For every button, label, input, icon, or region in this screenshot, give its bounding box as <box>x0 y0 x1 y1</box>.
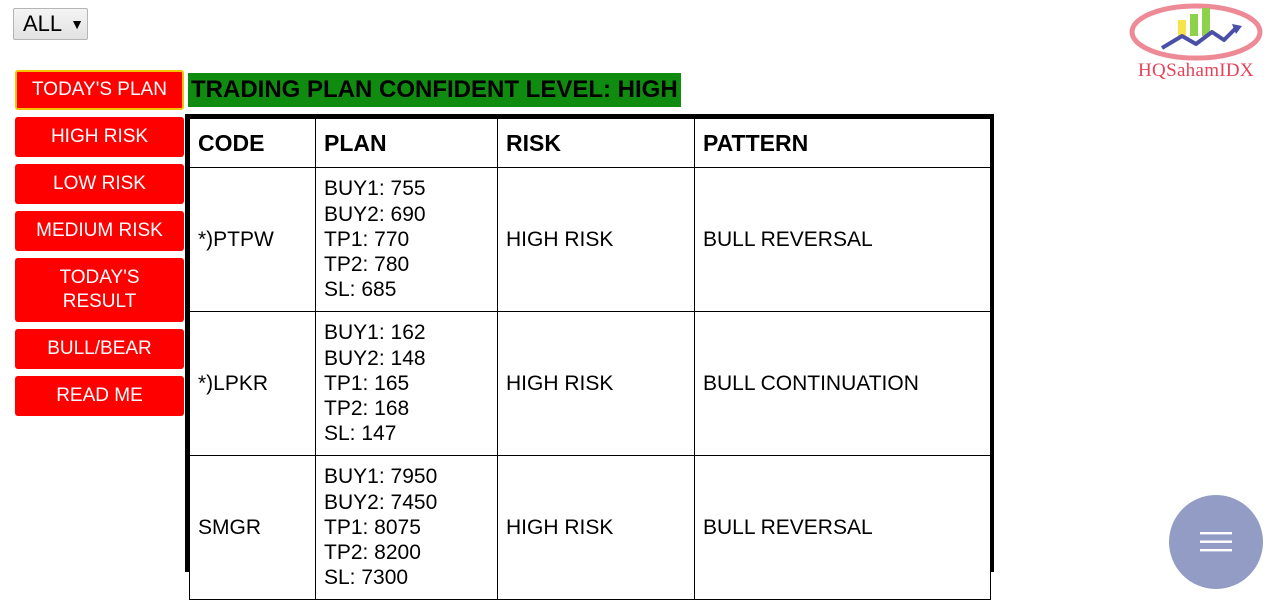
table-row <box>190 168 991 312</box>
confidence-banner: TRADING PLAN CONFIDENT LEVEL: HIGH <box>188 73 681 107</box>
cell-plan <box>316 456 498 600</box>
sidebar-item-low-risk[interactable] <box>15 164 184 204</box>
plan-line: BUY1: 7950 <box>324 465 438 489</box>
filter-dropdown[interactable] <box>13 8 88 40</box>
trading-plan-table-container[interactable] <box>185 114 994 590</box>
sidebar-item-label: TODAY'S RESULT <box>59 267 140 312</box>
cell-pattern: BULL REVERSAL <box>695 168 991 312</box>
header-risk: RISK <box>498 119 695 168</box>
sidebar-item-label: TODAY'S PLAN <box>32 79 167 100</box>
cell-pattern: BULL CONTINUATION <box>695 312 991 456</box>
sidebar-item-read-me[interactable] <box>15 376 184 416</box>
cell-code: *)LPKR <box>190 312 316 456</box>
plan-line: TP2: 168 <box>324 397 410 421</box>
sidebar-item-todays-result[interactable] <box>15 258 184 322</box>
plan-line: TP1: 165 <box>324 371 410 395</box>
plan-line: SL: 147 <box>324 422 397 446</box>
dropdown-arrow-icon: ▼ <box>70 16 85 32</box>
sidebar-item-label: BULL/BEAR <box>47 338 152 359</box>
plan-line: BUY1: 755 <box>324 177 426 201</box>
plan-line: BUY2: 148 <box>324 346 426 370</box>
cell-plan <box>316 312 498 456</box>
menu-fab-button[interactable] <box>1169 495 1263 589</box>
sidebar-item-bull-bear[interactable] <box>15 329 184 369</box>
cell-code: *)PTPW <box>190 168 316 312</box>
header-code: CODE <box>190 119 316 168</box>
header-pattern: PATTERN <box>695 119 991 168</box>
cell-code: SMGR <box>190 456 316 600</box>
table-row <box>190 456 991 600</box>
cell-risk: HIGH RISK <box>498 168 695 312</box>
sidebar-item-label: LOW RISK <box>53 173 146 194</box>
cell-pattern: BULL REVERSAL <box>695 456 991 600</box>
cell-risk: HIGH RISK <box>498 312 695 456</box>
hamburger-menu-icon <box>1200 531 1232 553</box>
sidebar-item-todays-plan[interactable] <box>15 70 184 110</box>
sidebar-item-high-risk[interactable] <box>15 117 184 157</box>
filter-selected-value: ALL <box>23 11 63 36</box>
cell-risk: HIGH RISK <box>498 456 695 600</box>
sidebar-item-label: HIGH RISK <box>50 126 149 147</box>
sidebar-item-label: MEDIUM RISK <box>36 220 163 241</box>
logo-text: HQSahamIDX <box>1138 60 1254 81</box>
plan-line: SL: 7300 <box>324 566 409 590</box>
sidebar <box>15 70 184 423</box>
sidebar-item-label: READ ME <box>56 385 143 406</box>
plan-line: TP1: 770 <box>324 227 410 251</box>
plan-line: SL: 685 <box>324 278 397 302</box>
trading-plan-table <box>189 118 991 600</box>
plan-line: TP1: 8075 <box>324 515 421 539</box>
plan-line: BUY2: 690 <box>324 202 426 226</box>
header-plan: PLAN <box>316 119 498 168</box>
sidebar-item-medium-risk[interactable] <box>15 211 184 251</box>
table-header-row <box>190 119 991 168</box>
plan-line: BUY1: 162 <box>324 321 426 345</box>
plan-line: BUY2: 7450 <box>324 490 438 514</box>
plan-line: TP2: 8200 <box>324 541 421 565</box>
cell-plan <box>316 168 498 312</box>
table-row <box>190 312 991 456</box>
plan-line: TP2: 780 <box>324 253 410 277</box>
